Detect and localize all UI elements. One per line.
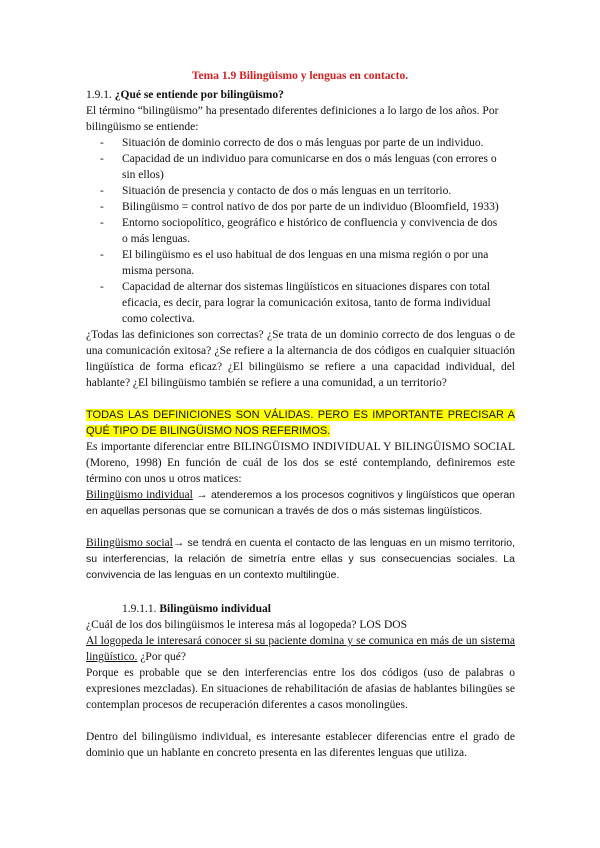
logopeda-interest-paragraph xyxy=(86,633,515,665)
section-number: 1.9.1.1. xyxy=(122,603,157,615)
intro-paragraph xyxy=(86,103,515,135)
intro-line-2: bilingüismo se entiende: xyxy=(86,121,199,133)
dominance-paragraph: Dentro del bilingüismo individual, es interesante establecer diferencias entre el grado de dominio que un hablante en concreto presenta en las diferentes lenguas que utiliza. xyxy=(86,731,515,759)
social-label: Bilingüismo social xyxy=(86,537,173,549)
underlined-statement: Al logopeda le interesará conocer si su paciente domina y se comunica en más de un sistema lingüístico. xyxy=(86,635,515,663)
definition-item: - Bilingüismo = control nativo de dos por parte de un individuo (Bloomfield, 1933) xyxy=(100,201,499,213)
section-1-9-1-1-heading xyxy=(122,601,515,617)
section-number: 1.9.1. xyxy=(86,89,112,101)
difference-paragraph: Es importante diferenciar entre BILINGÜISMO INDIVIDUAL Y BILINGÜISMO SOCIAL (Moreno, 1998) En función de cuál de los dos se esté contemplando, definiremos este término con unos u otros matices: xyxy=(86,441,515,485)
highlighted-statement: TODAS LAS DEFINICIONES SON VÁLIDAS. PERO ES IMPORTANTE PRECISAR A QUÉ TIPO DE BILINGÜISMO NOS REFERIMOS. xyxy=(86,409,515,437)
section-1-9-1-heading xyxy=(86,87,515,103)
logopeda-question: ¿Cuál de los dos bilingüismos le interesa más al logopeda? LOS DOS xyxy=(86,619,407,631)
arrow-icon: → xyxy=(196,489,208,501)
arrow-icon: → xyxy=(172,537,185,549)
intro-line-1: El término “bilingüismo” ha presentado diferentes definiciones a lo largo de los años. Por xyxy=(86,105,499,117)
definition-item: - Entorno sociopolítico, geográfico e histórico de confluencia y convivencia de dos o más lenguas. xyxy=(100,217,498,245)
individual-bilingualism-paragraph xyxy=(86,487,515,519)
section-title: Bilingüismo individual xyxy=(159,603,271,615)
questions-paragraph: ¿Todas las definiciones son correctas? ¿Se trata de un dominio correcto de dos lenguas o de una comunicación exitosa? ¿Se refiere a la alternancia de dos códigos en cualquier situación lingüística de forma eficaz? ¿El bilingüismo se refiere a una capacidad individual, del hablante? ¿El bilingüismo también se refiere a una comunidad, a un territorio? xyxy=(86,329,515,389)
definition-item: - Situación de dominio correcto de dos o más lenguas por parte de un individuo. xyxy=(100,137,484,149)
section-title: ¿Qué se entiende por bilingüismo? xyxy=(114,89,284,101)
individual-text: atenderemos a los procesos cognitivos y lingüísticos que operan en aquellas personas que se comunican a través de dos o más sistemas lingüísticos. xyxy=(86,489,516,517)
definitions-list xyxy=(86,135,515,327)
definition-item: - El bilingüismo es el uso habitual de dos lenguas en una misma región o por una misma persona. xyxy=(100,249,489,277)
definition-item: - Capacidad de un individuo para comunicarse en dos o más lenguas (con errores o sin ellos) xyxy=(100,153,497,181)
document-title: Tema 1.9 Bilingüismo y lenguas en contacto. xyxy=(191,70,409,82)
interference-paragraph: Porque es probable que se den interferencias entre los dos códigos (uso de palabras o expresiones mezcladas). En situaciones de rehabilitación de afasias de hablantes bilingües se contemplan procesos de recuperación diferentes a casos monolingües. xyxy=(86,667,515,711)
why-question: ¿Por qué? xyxy=(137,651,186,663)
individual-label: Bilingüismo individual xyxy=(86,489,193,501)
social-text: se tendrá en cuenta el contacto de las lenguas en un mismo territorio, su interferencias, la relación de simetría entre ellas y sus consecuencias sociales. La convivencia de las lenguas en un contexto multilingüe. xyxy=(86,537,516,581)
definition-item: - Capacidad de alternar dos sistemas lingüísticos en situaciones dispares con total eficacia, es decir, para lograr la comunicación exitosa, tanto de forma individual como colectiva. xyxy=(100,281,491,325)
social-bilingualism-paragraph xyxy=(86,535,515,583)
definition-item: - Situación de presencia y contacto de dos o más lenguas en un territorio. xyxy=(100,185,452,197)
